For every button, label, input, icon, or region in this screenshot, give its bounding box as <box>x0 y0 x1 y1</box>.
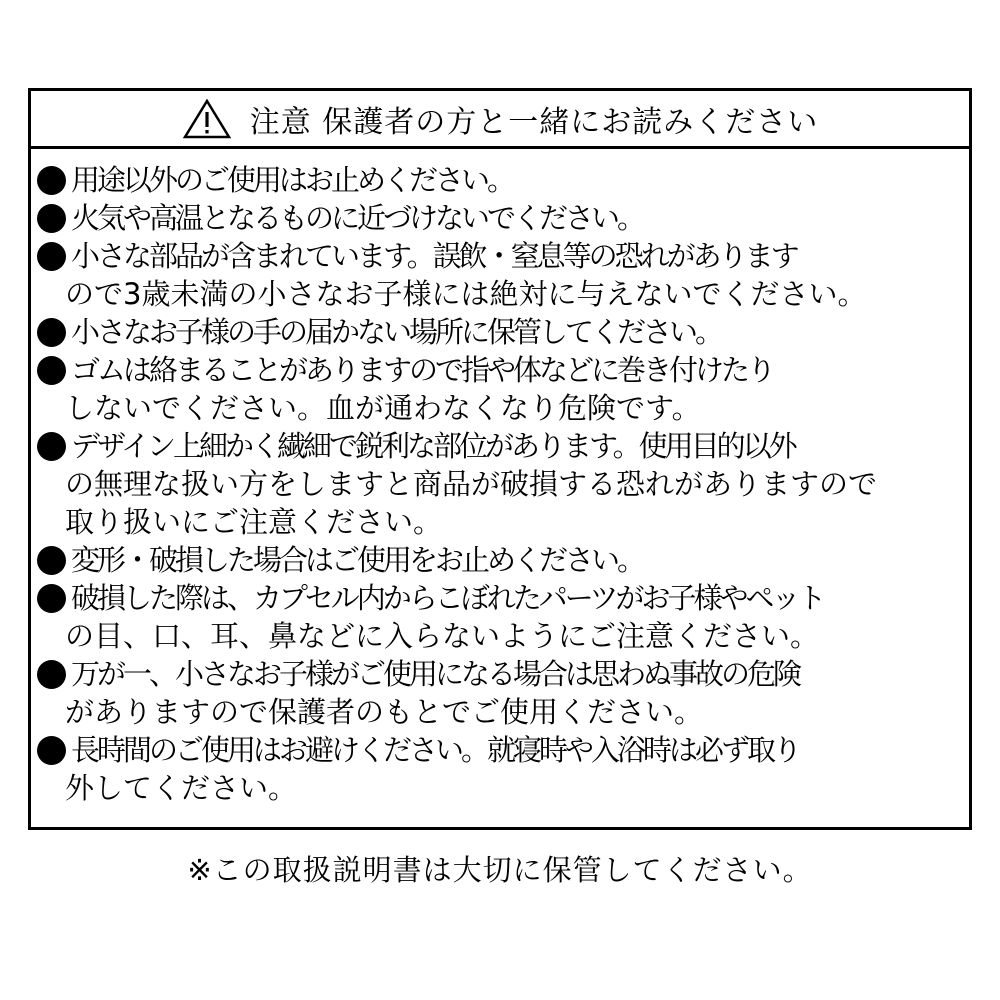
bullet-icon <box>37 166 66 195</box>
warning-item-line: 破損した際は、カプセル内からこぼれたパーツがお子様やペット <box>71 581 824 615</box>
warning-item <box>37 313 963 351</box>
warning-item <box>37 655 963 731</box>
warning-item-line: 変形・破損した場合はご使用をお止めください。 <box>71 543 644 577</box>
bullet-icon <box>37 584 66 613</box>
warning-title: 注意 保護者の方と一緒にお読みください <box>249 104 819 140</box>
warning-item <box>37 541 963 579</box>
warning-item-line: 用途以外のご使用はお止めください。 <box>71 163 514 197</box>
warning-item-line: しないでください。血が通わなくなり危険です。 <box>65 391 701 425</box>
bullet-icon <box>37 318 66 347</box>
bullet-icon <box>37 546 66 575</box>
bullet-icon <box>37 356 66 385</box>
warning-header <box>31 91 969 149</box>
warning-item-line: 火気や高温となるものに近づけないでください。 <box>71 201 644 235</box>
warning-list <box>37 161 963 807</box>
warning-item <box>37 731 963 807</box>
warning-item-line: 万が一、小さなお子様がご使用になる場合は思わぬ事故の危険 <box>71 657 800 691</box>
warning-item-line: 小さなお子様の手の届かない場所に保管してください。 <box>71 315 722 349</box>
warning-item <box>37 579 963 655</box>
warning-item-line: の無理な扱い方をしますと商品が破損する恐れがありますので <box>65 467 878 501</box>
warning-item-line: ので3歳未満の小さなお子様には絶対に与えないでください。 <box>65 277 867 311</box>
warning-item-line: デザイン上細かく繊細で鋭利な部位があります。使用目的以外 <box>71 429 795 463</box>
warning-item <box>37 351 963 427</box>
bullet-icon <box>37 432 66 461</box>
warning-item-line: 取り扱いにご注意ください。 <box>65 505 443 539</box>
warning-item <box>37 427 963 541</box>
bullet-icon <box>37 204 66 233</box>
bullet-icon <box>37 660 66 689</box>
bullet-icon <box>37 736 66 765</box>
warning-item-line: 長時間のご使用はお避けください。就寝時や入浴時は必ず取り <box>71 733 800 767</box>
warning-item-line: の目、口、耳、鼻などに入らないようにご注意ください。 <box>65 619 820 653</box>
warning-item <box>37 161 963 199</box>
warning-box <box>28 88 972 830</box>
warning-triangle-icon <box>182 98 232 140</box>
footer-note: ※この取扱説明書は大切に保管してください。 <box>187 853 813 887</box>
warning-item-line: 小さな部品が含まれています。誤飲・窒息等の恐れがあります <box>71 239 797 273</box>
warning-item <box>37 199 963 237</box>
warning-item <box>37 237 963 313</box>
warning-item-line: ゴムは絡まることがありますので指や体などに巻き付けたり <box>71 353 774 387</box>
warning-item-line: 外してください。 <box>65 771 298 805</box>
bullet-icon <box>37 242 66 271</box>
warning-item-line: がありますので保護者のもとでご使用ください。 <box>65 695 704 729</box>
